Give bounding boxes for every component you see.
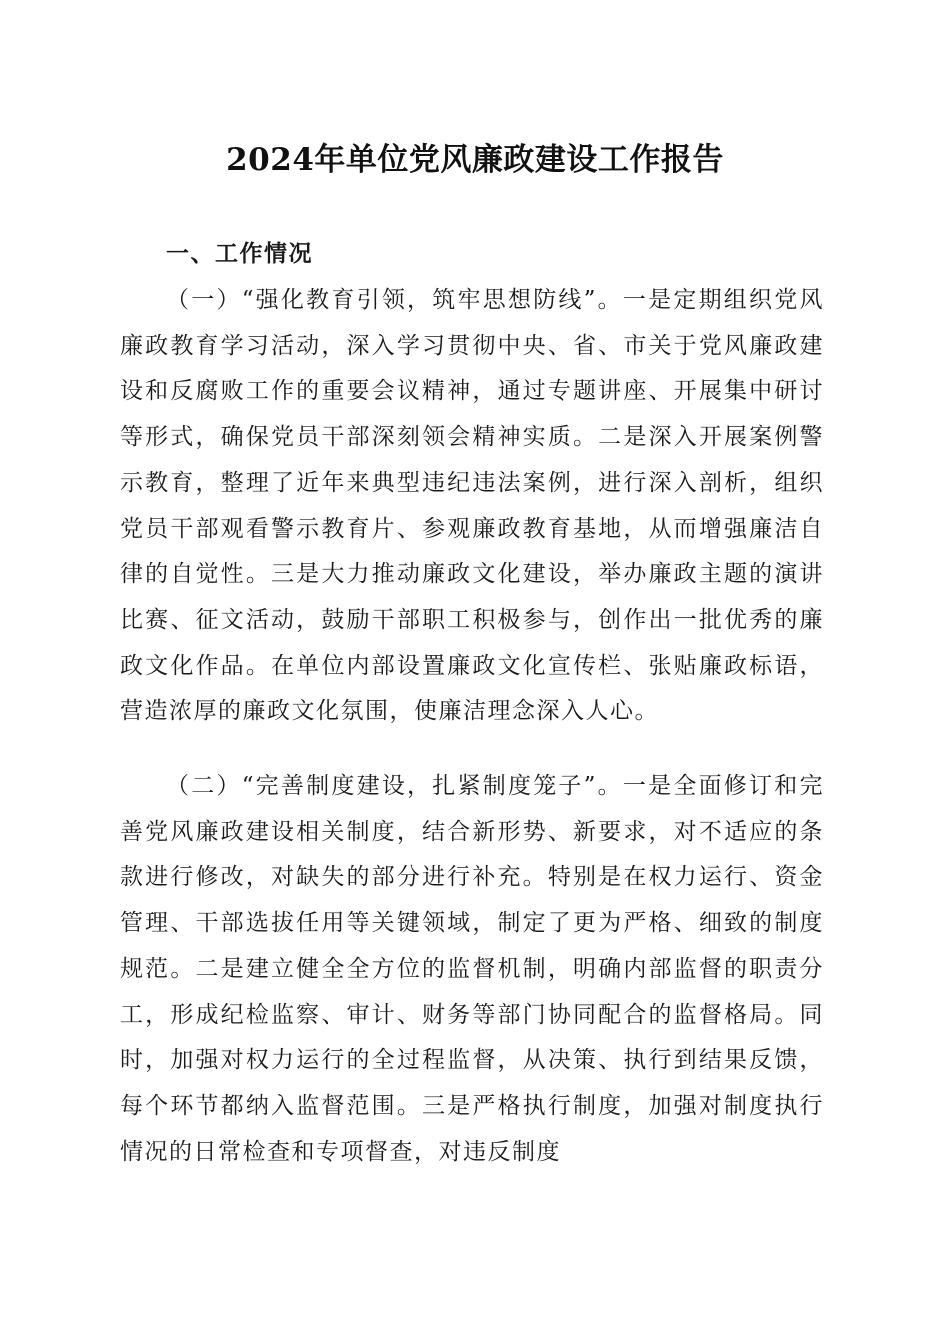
- section-heading: 一、工作情况: [166, 241, 313, 267]
- document-title: 2024年单位党风廉政建设工作报告: [226, 142, 724, 178]
- paragraph-1: （一）“强化教育引领，筑牢思想防线”。一是定期组织党风廉政教育学习活动，深入学习贯彻中央、省、市关于党风廉政建设和反腐败工作的重要会议精神，通过专题讲座、开展集中研讨等形式，确保党员干部深刻领会精神实质。二是深入开展案例警示教育，整理了近年来典型违纪违法案例，进行深入剖析，组织党员干部观看警示教育片、参观廉政教育基地，从而增强廉洁自律的自觉性。三是大力推动廉政文化建设，举办廉政主题的演讲比赛、征文活动，鼓励干部职工积极参与，创作出一批优秀的廉政文化作品。在单位内部设置廉政文化宣传栏、张贴廉政标语，营造浓厚的廉政文化氛围，使廉洁理念深入人心。: [120, 287, 824, 725]
- paragraph-2: （二）“完善制度建设，扎紧制度笼子”。一是全面修订和完善党风廉政建设相关制度，结合新形势、新要求，对不适应的条款进行修改，对缺失的部分进行补充。特别是在权力运行、资金管理、干部选拔任用等关键领域，制定了更为严格、细致的制度规范。二是建立健全全方位的监督机制，明确内部监督的职责分工，形成纪检监察、审计、财务等部门协同配合的监督格局。同时，加强对权力运行的全过程监督，从决策、执行到结果反馈，每个环节都纳入监督范围。三是严格执行制度，加强对制度执行情况的日常检查和专项督查，对违反制度: [120, 773, 824, 1165]
